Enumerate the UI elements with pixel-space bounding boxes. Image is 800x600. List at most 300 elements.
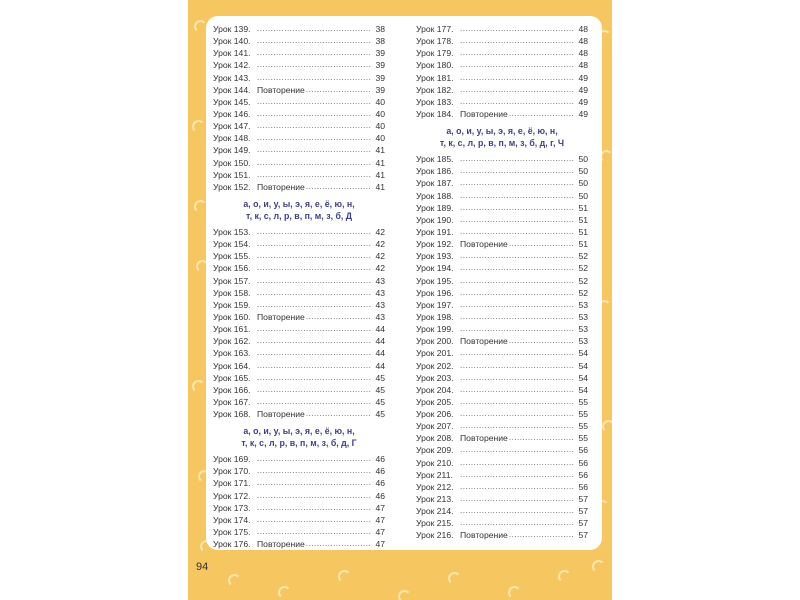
toc-entry <box>213 275 385 287</box>
lesson-label: Урок 211. <box>416 469 453 480</box>
toc-entry <box>213 96 385 108</box>
toc-entry <box>213 144 385 156</box>
lesson-label: Урок 147. <box>213 121 251 132</box>
page-ref: 46 <box>375 490 385 501</box>
dot-leader <box>257 169 371 181</box>
toc-entry <box>213 84 385 96</box>
page-ref: 47 <box>375 502 385 513</box>
page-ref: 42 <box>375 226 385 237</box>
page-ref: 55 <box>578 409 588 420</box>
toc-entry <box>213 72 385 84</box>
letters-section-header <box>213 425 385 449</box>
page-ref: 44 <box>375 324 385 335</box>
lesson-label: Урок 179. <box>416 48 454 59</box>
toc-entry <box>213 347 385 359</box>
lesson-label: Урок 186. <box>416 166 454 177</box>
page-ref: 48 <box>578 36 588 47</box>
lesson-label: Урок 145. <box>213 96 251 107</box>
dot-leader <box>460 347 574 359</box>
page-ref: 42 <box>375 239 385 250</box>
letters-section-header <box>416 125 588 149</box>
dot-leader <box>257 72 371 84</box>
dot-leader <box>257 514 371 526</box>
toc-entry <box>213 335 385 347</box>
page-ref: 41 <box>375 169 385 180</box>
lesson-label: Урок 141. <box>213 48 251 59</box>
dot-leader <box>257 360 371 372</box>
dot-leader <box>460 275 574 287</box>
dot-leader <box>460 323 574 335</box>
dot-leader <box>460 165 574 177</box>
lesson-label: Урок 163. <box>213 348 251 359</box>
page-ref: 47 <box>375 539 385 550</box>
toc-entry <box>416 202 588 214</box>
dot-leader <box>460 177 574 189</box>
dot-leader <box>257 96 371 108</box>
dot-leader <box>460 517 574 529</box>
dot-leader <box>460 311 574 323</box>
page-ref: 46 <box>375 478 385 489</box>
page-ref: 45 <box>375 409 385 420</box>
lesson-label: Урок 203. <box>416 372 454 383</box>
page-ref: 49 <box>578 108 588 119</box>
toc-entry <box>213 514 385 526</box>
dot-leader <box>460 287 574 299</box>
dot-leader <box>257 526 371 538</box>
dot-leader <box>306 538 371 550</box>
dot-leader <box>306 408 371 420</box>
dot-leader <box>257 275 371 287</box>
lesson-label: Урок 197. <box>416 299 454 310</box>
page-ref: 44 <box>375 336 385 347</box>
lesson-label: Урок 213. <box>416 494 454 505</box>
toc-entry <box>213 181 385 193</box>
toc-entry <box>213 250 385 262</box>
lesson-note: Повторение <box>460 239 508 250</box>
dot-leader <box>460 299 574 311</box>
dot-leader <box>257 226 371 238</box>
toc-entry <box>416 59 588 71</box>
dot-leader <box>460 35 574 47</box>
lesson-label: Урок 171. <box>213 478 251 489</box>
page-ref: 56 <box>578 481 588 492</box>
toc-entry <box>213 502 385 514</box>
toc-entry <box>213 169 385 181</box>
toc-entry <box>213 396 385 408</box>
dot-leader <box>257 384 371 396</box>
page-ref: 52 <box>578 263 588 274</box>
dot-leader <box>460 59 574 71</box>
toc-entry <box>213 262 385 274</box>
toc-entry <box>213 478 385 490</box>
toc-entry <box>213 453 385 465</box>
decorative-squiggle <box>192 380 205 393</box>
lesson-label: Урок 154. <box>213 239 251 250</box>
toc-entry <box>416 23 588 35</box>
toc-entry <box>416 214 588 226</box>
lesson-label: Урок 188. <box>416 190 454 201</box>
lesson-label: Урок 160. <box>213 311 251 322</box>
dot-leader <box>460 72 574 84</box>
lesson-label: Урок 199. <box>416 324 454 335</box>
dot-leader <box>460 505 574 517</box>
toc-entry <box>416 47 588 59</box>
lesson-label: Урок 146. <box>213 108 251 119</box>
page-ref: 45 <box>375 384 385 395</box>
lesson-label: Урок 175. <box>213 527 251 538</box>
lesson-label: Урок 201. <box>416 348 454 359</box>
toc-entry <box>416 517 588 529</box>
dot-leader <box>509 238 574 250</box>
dot-leader <box>509 335 574 347</box>
lesson-label: Урок 193. <box>416 251 454 262</box>
dot-leader <box>257 453 371 465</box>
toc-entry <box>416 287 588 299</box>
letters-section-header <box>213 198 385 222</box>
lesson-label: Урок 144. <box>213 84 251 95</box>
lesson-label: Урок 212. <box>416 481 454 492</box>
lesson-label: Урок 170. <box>213 466 251 477</box>
lesson-label: Урок 172. <box>213 490 251 501</box>
page-ref: 55 <box>578 421 588 432</box>
toc-entry <box>416 165 588 177</box>
contents-column-right <box>416 23 588 542</box>
toc-entry <box>416 190 588 202</box>
lesson-label: Урок 162. <box>213 336 251 347</box>
page-ref: 57 <box>578 518 588 529</box>
lesson-label: Урок 140. <box>213 36 251 47</box>
lesson-note: Повторение <box>257 84 305 95</box>
toc-entry <box>213 108 385 120</box>
page-ref: 41 <box>375 181 385 192</box>
toc-entry <box>213 465 385 477</box>
dot-leader <box>257 157 371 169</box>
dot-leader <box>460 408 574 420</box>
page-ref: 53 <box>578 299 588 310</box>
lesson-label: Урок 200. <box>416 336 454 347</box>
lesson-label: Урок 165. <box>213 372 251 383</box>
contents-column-left <box>213 23 385 550</box>
lesson-label: Урок 161. <box>213 324 251 335</box>
page-ref: 50 <box>578 190 588 201</box>
dot-leader <box>460 84 574 96</box>
lesson-label: Урок 157. <box>213 275 251 286</box>
lesson-label: Урок 195. <box>416 275 454 286</box>
lesson-label: Урок 176. <box>213 539 251 550</box>
page-ref: 43 <box>375 275 385 286</box>
page-ref: 40 <box>375 108 385 119</box>
toc-entry <box>213 23 385 35</box>
lesson-label: Урок 174. <box>213 514 251 525</box>
toc-entry <box>416 372 588 384</box>
decorative-squiggle <box>508 586 521 599</box>
toc-entry <box>416 96 588 108</box>
page-ref: 52 <box>578 287 588 298</box>
toc-entry <box>416 108 588 120</box>
lesson-label: Урок 151. <box>213 169 251 180</box>
lesson-label: Урок 152. <box>213 181 251 192</box>
page-ref: 50 <box>578 178 588 189</box>
lesson-label: Урок 168. <box>213 409 251 420</box>
toc-entry <box>213 372 385 384</box>
decorative-squiggle <box>602 420 612 433</box>
toc-entry <box>416 226 588 238</box>
page-ref: 54 <box>578 360 588 371</box>
lesson-label: Урок 156. <box>213 263 251 274</box>
dot-leader <box>257 502 371 514</box>
lesson-label: Урок 216. <box>416 530 454 541</box>
dot-leader <box>257 262 371 274</box>
toc-entry <box>213 360 385 372</box>
dot-leader <box>257 250 371 262</box>
page-ref: 55 <box>578 396 588 407</box>
toc-entry <box>213 408 385 420</box>
toc-entry <box>416 445 588 457</box>
page-ref: 49 <box>578 72 588 83</box>
toc-entry <box>213 287 385 299</box>
lesson-label: Урок 142. <box>213 60 251 71</box>
lesson-label: Урок 194. <box>416 263 454 274</box>
toc-entry <box>416 262 588 274</box>
page-ref: 56 <box>578 445 588 456</box>
lesson-label: Урок 155. <box>213 251 251 262</box>
toc-entry <box>416 311 588 323</box>
toc-entry <box>416 250 588 262</box>
dot-leader <box>257 23 371 35</box>
dot-leader <box>257 120 371 132</box>
lesson-label: Урок 215. <box>416 518 454 529</box>
dot-leader <box>460 384 574 396</box>
toc-entry <box>416 384 588 396</box>
page-ref: 42 <box>375 263 385 274</box>
dot-leader <box>257 477 371 489</box>
page-ref: 51 <box>578 214 588 225</box>
lesson-label: Урок 177. <box>416 23 454 34</box>
toc-entry <box>213 226 385 238</box>
lesson-label: Урок 205. <box>416 396 454 407</box>
page-ref: 54 <box>578 372 588 383</box>
dot-leader <box>460 214 574 226</box>
dot-leader <box>460 226 574 238</box>
page-ref: 45 <box>375 396 385 407</box>
dot-leader <box>460 444 574 456</box>
toc-entry <box>416 493 588 505</box>
letters-header-line: т, к, с, л, р, в, п, м, з, б, д, Г <box>241 438 357 449</box>
page-ref: 57 <box>578 506 588 517</box>
lesson-label: Урок 207. <box>416 421 454 432</box>
lesson-label: Урок 143. <box>213 72 251 83</box>
page-ref: 56 <box>578 457 588 468</box>
lesson-label: Урок 189. <box>416 202 454 213</box>
page-ref: 39 <box>375 84 385 95</box>
toc-entry <box>416 396 588 408</box>
page-ref: 40 <box>375 96 385 107</box>
dot-leader <box>257 108 371 120</box>
dot-leader <box>460 23 574 35</box>
page-ref: 44 <box>375 348 385 359</box>
dot-leader <box>460 190 574 202</box>
dot-leader <box>257 132 371 144</box>
page-ref: 52 <box>578 251 588 262</box>
page-ref: 47 <box>375 527 385 538</box>
lesson-label: Урок 202. <box>416 360 454 371</box>
page-ref: 38 <box>375 36 385 47</box>
decorative-squiggle <box>592 560 605 573</box>
lesson-label: Урок 185. <box>416 154 454 165</box>
dot-leader <box>306 311 371 323</box>
dot-leader <box>257 59 371 71</box>
page-ref: 53 <box>578 336 588 347</box>
page-ref: 41 <box>375 145 385 156</box>
lesson-label: Урок 184. <box>416 108 454 119</box>
letters-header-line: т, к, с, л, р, в, п, м, з, б, Д <box>245 210 353 221</box>
lesson-label: Урок 169. <box>213 454 251 465</box>
toc-entry <box>416 432 588 444</box>
lesson-label: Урок 196. <box>416 287 454 298</box>
lesson-label: Урок 173. <box>213 502 251 513</box>
toc-entry <box>213 526 385 538</box>
page-ref: 50 <box>578 166 588 177</box>
page-ref: 40 <box>375 133 385 144</box>
page-ref: 57 <box>578 530 588 541</box>
lesson-label: Урок 187. <box>416 178 454 189</box>
page-ref: 44 <box>375 360 385 371</box>
page-ref: 56 <box>578 469 588 480</box>
dot-leader <box>257 299 371 311</box>
lesson-label: Урок 198. <box>416 311 454 322</box>
lesson-label: Урок 182. <box>416 84 454 95</box>
toc-entry <box>213 157 385 169</box>
page-ref: 51 <box>578 239 588 250</box>
toc-entry <box>416 323 588 335</box>
toc-entry <box>416 505 588 517</box>
dot-leader <box>257 47 371 59</box>
toc-entry <box>416 481 588 493</box>
page-ref: 47 <box>375 514 385 525</box>
lesson-label: Урок 206. <box>416 409 454 420</box>
lesson-label: Урок 214. <box>416 506 454 517</box>
page-ref: 41 <box>375 157 385 168</box>
toc-entry <box>416 72 588 84</box>
page-ref: 51 <box>578 226 588 237</box>
dot-leader <box>306 84 371 96</box>
page-ref: 45 <box>375 372 385 383</box>
page-ref: 40 <box>375 121 385 132</box>
dot-leader <box>460 47 574 59</box>
lesson-label: Урок 150. <box>213 157 251 168</box>
page-ref: 51 <box>578 202 588 213</box>
dot-leader <box>460 396 574 408</box>
toc-entry <box>416 153 588 165</box>
page-ref: 39 <box>375 48 385 59</box>
page-ref: 43 <box>375 311 385 322</box>
dot-leader <box>460 372 574 384</box>
dot-leader <box>460 96 574 108</box>
lesson-note: Повторение <box>257 181 305 192</box>
lesson-label: Урок 180. <box>416 60 454 71</box>
dot-leader <box>460 469 574 481</box>
toc-entry <box>416 299 588 311</box>
page-number: 94 <box>196 561 209 573</box>
dot-leader <box>257 323 371 335</box>
dot-leader <box>257 35 371 47</box>
page-ref: 38 <box>375 23 385 34</box>
lesson-label: Урок 153. <box>213 226 251 237</box>
page-ref: 43 <box>375 287 385 298</box>
toc-entry <box>213 384 385 396</box>
lesson-note: Повторение <box>460 108 508 119</box>
page-ref: 39 <box>375 60 385 71</box>
lesson-note: Повторение <box>257 539 305 550</box>
toc-entry <box>416 469 588 481</box>
dot-leader <box>509 108 574 120</box>
dot-leader <box>257 335 371 347</box>
dot-leader <box>509 529 574 541</box>
page-ref: 50 <box>578 154 588 165</box>
toc-entry <box>213 132 385 144</box>
page-ref: 39 <box>375 72 385 83</box>
decorative-squiggle <box>338 570 351 583</box>
lesson-label: Урок 190. <box>416 214 454 225</box>
dot-leader <box>460 481 574 493</box>
dot-leader <box>257 490 371 502</box>
lesson-note: Повторение <box>257 311 305 322</box>
lesson-label: Урок 158. <box>213 287 251 298</box>
decorative-squiggle <box>448 572 461 585</box>
dot-leader <box>509 432 574 444</box>
page-ref: 49 <box>578 96 588 107</box>
decorative-squiggle <box>558 570 571 583</box>
toc-entry <box>213 35 385 47</box>
toc-entry <box>213 538 385 550</box>
dot-leader <box>460 262 574 274</box>
dot-leader <box>460 420 574 432</box>
lesson-label: Урок 210. <box>416 457 454 468</box>
toc-entry <box>416 529 588 541</box>
page-ref: 46 <box>375 454 385 465</box>
toc-entry <box>416 457 588 469</box>
dot-leader <box>257 396 371 408</box>
page-ref: 46 <box>375 466 385 477</box>
lesson-note: Повторение <box>460 336 508 347</box>
page-ref: 48 <box>578 48 588 59</box>
toc-entry <box>416 408 588 420</box>
lesson-label: Урок 148. <box>213 133 251 144</box>
lesson-label: Урок 204. <box>416 384 454 395</box>
page-ref: 49 <box>578 84 588 95</box>
lesson-label: Урок 209. <box>416 445 454 456</box>
page-ref: 42 <box>375 251 385 262</box>
toc-entry <box>213 238 385 250</box>
lesson-label: Урок 183. <box>416 96 454 107</box>
letters-header-line: а, о, и, у, ы, э, я, е, ё, ю, н, <box>243 198 355 209</box>
page-ref: 48 <box>578 23 588 34</box>
toc-entry <box>213 490 385 502</box>
lesson-label: Урок 208. <box>416 433 454 444</box>
toc-entry <box>416 275 588 287</box>
dot-leader <box>257 372 371 384</box>
letters-header-line: а, о, и, у, ы, э, я, е, ё, ю, н, <box>243 426 355 437</box>
dot-leader <box>306 181 371 193</box>
dot-leader <box>257 144 371 156</box>
page-ref: 53 <box>578 324 588 335</box>
lesson-label: Урок 181. <box>416 72 454 83</box>
toc-entry <box>416 238 588 250</box>
decorative-squiggle <box>398 590 411 600</box>
toc-entry <box>213 59 385 71</box>
page-ref: 48 <box>578 60 588 71</box>
toc-entry <box>213 323 385 335</box>
